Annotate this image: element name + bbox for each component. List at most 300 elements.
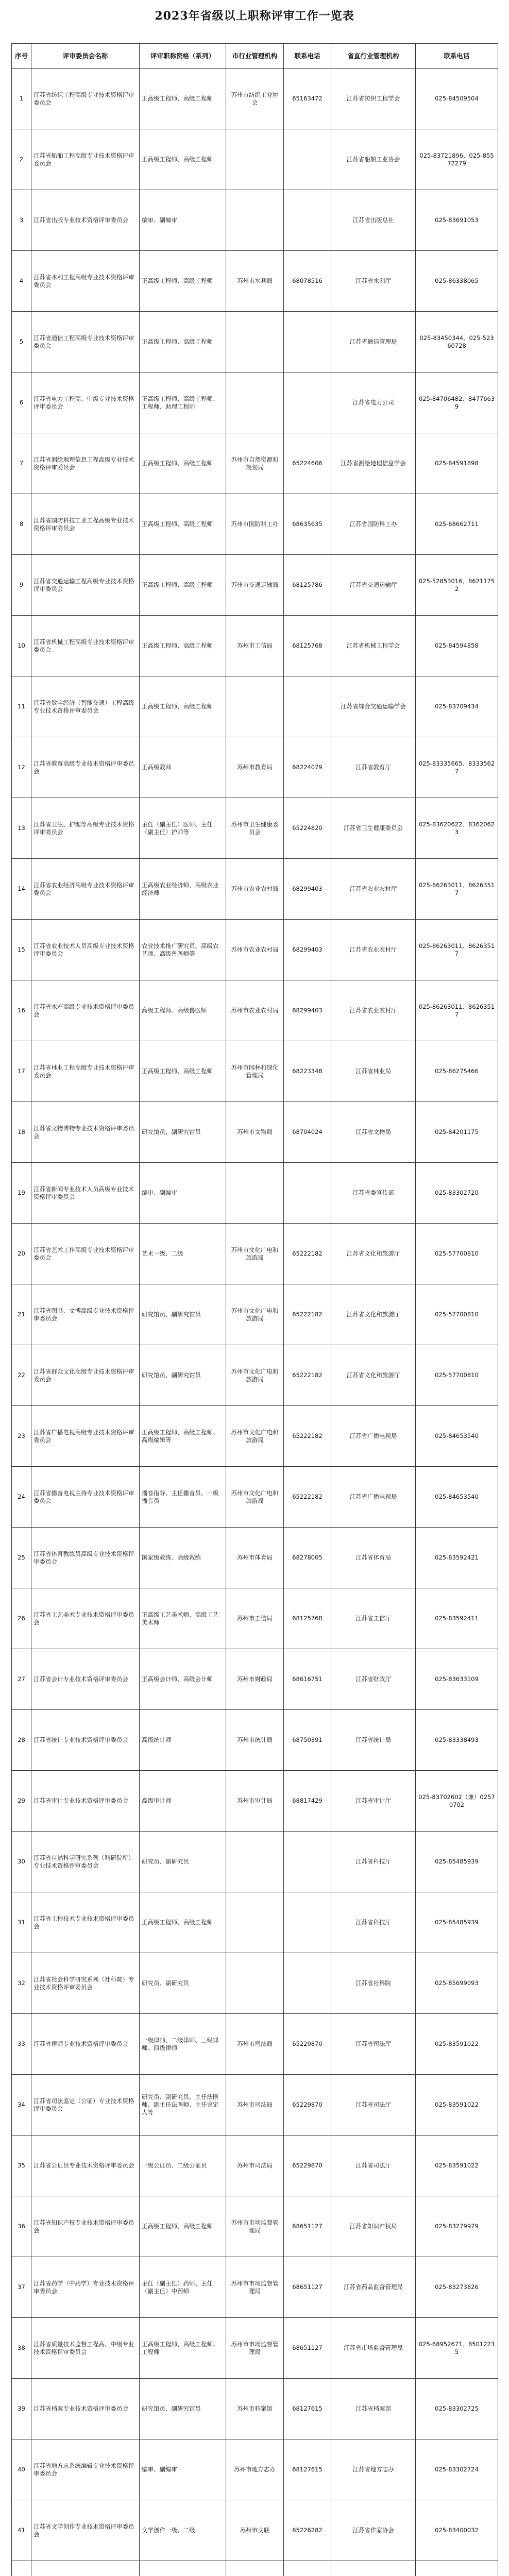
committee-name-cell: 江苏省律师专业技术资格评审委员会 [31, 2014, 140, 2075]
committee-name-cell: 江苏省司法鉴定（公证）专业技术资格评审委员会 [31, 2075, 140, 2136]
document-title: 2023年省级以上职称评审工作一览表 [155, 9, 354, 23]
qualification-series-cell: 正高级工程师、高级工程师 [140, 2196, 226, 2257]
province-phone-cell: 025-83721896、025-85572279 [416, 129, 498, 190]
city-agency-cell [226, 1953, 284, 2014]
header-cell: 联系电话 [284, 44, 331, 69]
committee-name-cell: 江苏省机械工程高级专业技术资格评审委员会 [31, 616, 140, 676]
province-agency-cell: 江苏省市场监督管理局 [331, 2318, 416, 2379]
province-phone-cell: 025-83691053 [416, 190, 498, 251]
committee-name-cell: 江苏省群众文化高级专业技术资格评审委员会 [31, 1345, 140, 1406]
province-agency-cell: 江苏省卫生健康委员会 [331, 798, 416, 859]
province-agency-cell: 江苏省综合交通运输学会 [331, 676, 416, 737]
header-cell: 市行业管理机构 [226, 44, 284, 69]
row-number-cell: 35 [12, 2136, 31, 2196]
qualification-series-cell: 主任（副主任）药师、主任（副主任）中药师 [140, 2257, 226, 2318]
table-row [12, 2500, 498, 2561]
table-row [12, 2136, 498, 2196]
header-row [12, 44, 498, 69]
row-number-cell: 25 [12, 1528, 31, 1588]
province-phone-cell: 025-57700810 [416, 1345, 498, 1406]
table-row [12, 1649, 498, 1710]
city-phone-cell: 68078516 [284, 251, 331, 312]
province-agency-cell [331, 2561, 416, 2576]
city-phone-cell: 65229870 [284, 2075, 331, 2136]
city-agency-cell: 苏州市自然资源和规划局 [226, 433, 284, 494]
committee-name-cell: 江苏省交通运输工程高级专业技术资格评审委员会 [31, 555, 140, 616]
row-number-cell: 34 [12, 2075, 31, 2136]
province-agency-cell: 江苏省文化和旅游厅 [331, 1284, 416, 1345]
qualification-series-cell: 正高级工程师、高级工程师 [140, 676, 226, 737]
committee-name-cell: 江苏省体育教练员高级专业技术资格评审委员会 [31, 1528, 140, 1588]
city-phone-cell: 65222182 [284, 1467, 331, 1528]
province-agency-cell: 江苏省文化和旅游厅 [331, 1224, 416, 1284]
qualification-series-cell: 正高级工程师、高级工程师 [140, 1041, 226, 1102]
committee-name-cell: 江苏省林业工程高级专业技术资格评审委员会 [31, 1041, 140, 1102]
qualification-series-cell: 研究员、副研究员 [140, 1832, 226, 1892]
province-agency-cell: 江苏省司法厅 [331, 2014, 416, 2075]
qualification-series-cell: 正高级工程师、高级工程师 [140, 494, 226, 555]
city-agency-cell: 苏州市统计局 [226, 1710, 284, 1771]
row-number-cell: 17 [12, 1041, 31, 1102]
table-row [12, 616, 498, 676]
qualification-series-cell: 一级公证员、二级公证员 [140, 2136, 226, 2196]
province-agency-cell: 江苏省出版总社 [331, 190, 416, 251]
province-agency-cell: 江苏省通信管理局 [331, 312, 416, 372]
city-phone-cell: 68299403 [284, 859, 331, 920]
table-row [12, 1832, 498, 1892]
qualification-series-cell: 编审、副编审 [140, 2439, 226, 2500]
qualification-series-cell: 研究员、副研究员、主任法医师、副主任法医师、主任鉴定人等 [140, 2075, 226, 2136]
province-agency-cell: 江苏省药品监督管理局 [331, 2257, 416, 2318]
city-phone-cell: 68750391 [284, 1710, 331, 1771]
table-row [12, 372, 498, 433]
city-agency-cell: 苏州市地方志办 [226, 2439, 284, 2500]
city-agency-cell [226, 1163, 284, 1224]
province-phone-cell: 025-86263011、86263517 [416, 859, 498, 920]
header-cell: 省直行业管理机构 [331, 44, 416, 69]
city-phone-cell [284, 372, 331, 433]
city-agency-cell: 苏州市财政局 [226, 1649, 284, 1710]
city-phone-cell: 68278005 [284, 1528, 331, 1588]
city-agency-cell: 苏州市文化广电和旅游局 [226, 1224, 284, 1284]
committee-name-cell: 江苏省质量技术监督工程高、中级专业技术资格评审委员会 [31, 2318, 140, 2379]
table-row [12, 1284, 498, 1345]
table-row [12, 1224, 498, 1284]
city-phone-cell: 68125768 [284, 1588, 331, 1649]
province-phone-cell: 025-84591898 [416, 433, 498, 494]
city-agency-cell: 苏州市农业农村局 [226, 920, 284, 980]
row-number-cell: 23 [12, 1406, 31, 1467]
city-agency-cell: 苏州市农业农村局 [226, 859, 284, 920]
row-number-cell: 26 [12, 1588, 31, 1649]
header-cell: 联系电话 [416, 44, 498, 69]
qualification-series-cell: 正高级工程师、高级工程师、工程师 [140, 2318, 226, 2379]
row-number-cell: 39 [12, 2379, 31, 2439]
table-row [12, 190, 498, 251]
table-row [12, 1041, 498, 1102]
city-phone-cell: 65163472 [284, 69, 331, 129]
table-row [12, 2014, 498, 2075]
table-row [12, 1406, 498, 1467]
committee-name-cell: 江苏省出版专业技术资格评审委员会 [31, 190, 140, 251]
committee-name-cell: 江苏省地方志系统编辑专业技术资格评审委员会 [31, 2439, 140, 2500]
province-phone-cell: 025-83279979 [416, 2196, 498, 2257]
province-agency-cell: 江苏省水利厅 [331, 251, 416, 312]
province-phone-cell: 025-84201175 [416, 1102, 498, 1163]
province-phone-cell: 025-83302725 [416, 2379, 498, 2439]
committee-name-cell: 江苏省统计专业技术资格评审委员会 [31, 1710, 140, 1771]
qualification-series-cell: 主任（副主任）医师、主任（副主任）护师等 [140, 798, 226, 859]
qualification-series-cell [140, 2561, 226, 2576]
province-phone-cell: 025-52853016、86211752 [416, 555, 498, 616]
table-row [12, 859, 498, 920]
city-phone-cell: 65222182 [284, 1406, 331, 1467]
table-row [12, 1345, 498, 1406]
committee-name-cell: 江苏省图书、文博高级专业技术资格评审委员会 [31, 1284, 140, 1345]
committee-name-cell: 江苏省自然科学研究系列（科研院所）专业技术资格评审委员会 [31, 1832, 140, 1892]
city-phone-cell: 68817429 [284, 1771, 331, 1832]
table-row [12, 1710, 498, 1771]
table-row [12, 69, 498, 129]
row-number-cell: 3 [12, 190, 31, 251]
qualification-series-cell: 播音指导、主任播音员、一级播音员 [140, 1467, 226, 1528]
committee-name-cell: 江苏省数字经济（智能交通）工程高级专业技术资格评审委员会 [31, 676, 140, 737]
city-phone-cell [284, 676, 331, 737]
city-phone-cell: 68616751 [284, 1649, 331, 1710]
province-agency-cell: 江苏省作家协会 [331, 2500, 416, 2561]
review-committee-table [11, 43, 498, 2576]
qualification-series-cell: 高级统计师 [140, 1710, 226, 1771]
row-number-cell: 40 [12, 2439, 31, 2500]
city-phone-cell: 65226282 [284, 2500, 331, 2561]
header-cell: 评审职称资格（系列） [140, 44, 226, 69]
row-number-cell: 19 [12, 1163, 31, 1224]
city-agency-cell: 苏州市工信局 [226, 1588, 284, 1649]
committee-name-cell: 江苏省播音电视主持专业技术资格评审委员会 [31, 1467, 140, 1528]
row-number-cell: 27 [12, 1649, 31, 1710]
table-row [12, 2257, 498, 2318]
committee-name-cell: 江苏省农业技术人员高级专业技术资格评审委员会 [31, 920, 140, 980]
table-row [12, 129, 498, 190]
committee-name-cell: 江苏省卫生、护理等高级专业技术资格评审委员会 [31, 798, 140, 859]
city-phone-cell: 68704024 [284, 1102, 331, 1163]
committee-name-cell: 江苏省药学（中药学）专业技术资格评审委员会 [31, 2257, 140, 2318]
province-agency-cell: 江苏省统计局 [331, 1710, 416, 1771]
province-phone-cell: 025-83400032 [416, 2500, 498, 2561]
province-agency-cell: 江苏省社科院 [331, 1953, 416, 2014]
table-row [12, 737, 498, 798]
qualification-series-cell: 国家级教练、高级教练 [140, 1528, 226, 1588]
qualification-series-cell: 文学创作一级、二级 [140, 2500, 226, 2561]
table-row [12, 2318, 498, 2379]
row-number-cell: 18 [12, 1102, 31, 1163]
committee-name-cell: 江苏省电力工程高、中级专业技术资格评审委员会 [31, 372, 140, 433]
city-agency-cell [226, 1832, 284, 1892]
city-phone-cell: 65222182 [284, 1224, 331, 1284]
province-agency-cell: 江苏省国防科工办 [331, 494, 416, 555]
city-agency-cell [226, 1892, 284, 1953]
table-body [12, 69, 498, 2576]
table-row [12, 433, 498, 494]
province-phone-cell: 025-84509504 [416, 69, 498, 129]
table-row [12, 555, 498, 616]
city-agency-cell: 苏州市市场监督管理局 [226, 2318, 284, 2379]
qualification-series-cell: 高级工程师、高级兽医师 [140, 980, 226, 1041]
city-phone-cell [284, 1892, 331, 1953]
city-phone-cell: 65222182 [284, 1345, 331, 1406]
city-agency-cell: 苏州市司法局 [226, 2014, 284, 2075]
committee-name-cell: 江苏省会计专业技术资格评审委员会 [31, 1649, 140, 1710]
committee-name-cell: 江苏省船舶工程高级专业技术资格评审委员会 [31, 129, 140, 190]
province-phone-cell: 025-86263011、86263517 [416, 920, 498, 980]
city-agency-cell: 苏州市市场监督管理局 [226, 2196, 284, 2257]
committee-name-cell: 江苏省公证员专业技术资格评审委员会 [31, 2136, 140, 2196]
city-agency-cell: 苏州市文化广电和旅游局 [226, 1406, 284, 1467]
row-number-cell: 12 [12, 737, 31, 798]
table-row [12, 251, 498, 312]
committee-name-cell: 江苏省农业经济高级专业技术资格评审委员会 [31, 859, 140, 920]
committee-name-cell [31, 2561, 140, 2576]
province-phone-cell: 025-68952671、85012235 [416, 2318, 498, 2379]
province-agency-cell: 江苏省农业农村厅 [331, 980, 416, 1041]
province-phone-cell: 025-83338493 [416, 1710, 498, 1771]
committee-name-cell: 江苏省国防科技工业工程高级专业技术资格评审委员会 [31, 494, 140, 555]
province-phone-cell: 025-83702602（兼）02570702 [416, 1771, 498, 1832]
table-row [12, 1102, 498, 1163]
city-agency-cell: 苏州市国防科工办 [226, 494, 284, 555]
province-agency-cell: 江苏省电力公司 [331, 372, 416, 433]
committee-name-cell: 江苏省水利工程高级专业技术资格评审委员会 [31, 251, 140, 312]
row-number-cell: 15 [12, 920, 31, 980]
city-phone-cell: 65224606 [284, 433, 331, 494]
qualification-series-cell: 正高级工程师、高级工程师 [140, 433, 226, 494]
row-number-cell: 2 [12, 129, 31, 190]
row-number-cell: 10 [12, 616, 31, 676]
province-agency-cell: 江苏省广播电视局 [331, 1467, 416, 1528]
province-agency-cell: 江苏省农业农村厅 [331, 859, 416, 920]
row-number-cell: 30 [12, 1832, 31, 1892]
row-number-cell: 41 [12, 2500, 31, 2561]
city-agency-cell [226, 676, 284, 737]
row-number-cell: 28 [12, 1710, 31, 1771]
province-phone-cell: 025-84653540 [416, 1467, 498, 1528]
city-phone-cell [284, 1953, 331, 2014]
province-agency-cell: 江苏省委宣传部 [331, 1163, 416, 1224]
row-number-cell: 8 [12, 494, 31, 555]
row-number-cell: 31 [12, 1892, 31, 1953]
province-phone-cell: 025-83620622、83620623 [416, 798, 498, 859]
province-phone-cell: 025-83591022 [416, 2075, 498, 2136]
committee-name-cell: 江苏省通信工程高级专业技术资格评审委员会 [31, 312, 140, 372]
committee-name-cell: 江苏省档案专业技术资格评审委员会 [31, 2379, 140, 2439]
city-agency-cell: 苏州市交通运输局 [226, 555, 284, 616]
province-phone-cell: 025-85699093 [416, 1953, 498, 2014]
table-row [12, 920, 498, 980]
qualification-series-cell: 正高级工程师、高级工程师 [140, 1892, 226, 1953]
table-row [12, 2075, 498, 2136]
header-cell: 评审委员会名称 [31, 44, 140, 69]
province-phone-cell: 025-84653540 [416, 1406, 498, 1467]
city-agency-cell: 苏州市工信局 [226, 616, 284, 676]
qualification-series-cell: 正高级工程师、高级工程师、高级编辑等 [140, 1406, 226, 1467]
qualification-series-cell: 艺术一级、二级 [140, 1224, 226, 1284]
table-row [12, 312, 498, 372]
city-agency-cell: 苏州市文化广电和旅游局 [226, 1467, 284, 1528]
province-phone-cell: 025-83273826 [416, 2257, 498, 2318]
table-row [12, 1771, 498, 1832]
city-agency-cell: 苏州市司法局 [226, 2136, 284, 2196]
city-agency-cell: 苏州市水利局 [226, 251, 284, 312]
qualification-series-cell: 一级律师、二级律师、三级律师、四级律师 [140, 2014, 226, 2075]
committee-name-cell: 江苏省文物博物专业技术资格评审委员会 [31, 1102, 140, 1163]
row-number-cell: 22 [12, 1345, 31, 1406]
city-agency-cell: 苏州市文化广电和旅游局 [226, 1345, 284, 1406]
qualification-series-cell: 正高级工艺美术师、高级工艺美术师 [140, 1588, 226, 1649]
province-phone-cell: 025-84594858 [416, 616, 498, 676]
province-phone-cell: 025-86338065 [416, 251, 498, 312]
committee-name-cell: 江苏省教育高级专业技术资格评审委员会 [31, 737, 140, 798]
province-phone-cell [416, 2561, 498, 2576]
city-agency-cell: 苏州市文联 [226, 2500, 284, 2561]
table-row [12, 2196, 498, 2257]
province-agency-cell: 江苏省司法厅 [331, 2075, 416, 2136]
province-phone-cell: 025-83633109 [416, 1649, 498, 1710]
city-agency-cell: 苏州市文物局 [226, 1102, 284, 1163]
qualification-series-cell: 正高级工程师、高级工程师 [140, 129, 226, 190]
city-agency-cell: 苏州市园林和绿化管理局 [226, 1041, 284, 1102]
city-phone-cell: 68224079 [284, 737, 331, 798]
city-agency-cell [226, 190, 284, 251]
committee-name-cell: 江苏省文学创作专业技术资格评审委员会 [31, 2500, 140, 2561]
table-row [12, 1528, 498, 1588]
city-agency-cell: 苏州市体育局 [226, 1528, 284, 1588]
qualification-series-cell: 正高级会计师、高级会计师 [140, 1649, 226, 1710]
province-phone-cell: 025-83592421 [416, 1528, 498, 1588]
province-agency-cell: 江苏省审计厅 [331, 1771, 416, 1832]
city-phone-cell: 65229870 [284, 2014, 331, 2075]
city-phone-cell: 65229870 [284, 2136, 331, 2196]
table-row [12, 2561, 498, 2576]
city-phone-cell: 68299403 [284, 980, 331, 1041]
row-number-cell: 36 [12, 2196, 31, 2257]
province-agency-cell: 江苏省广播电视局 [331, 1406, 416, 1467]
qualification-series-cell: 农业技术推广研究员、高级农艺师、高级兽医师等 [140, 920, 226, 980]
qualification-series-cell: 正高级农业经济师、高级农业经济师 [140, 859, 226, 920]
row-number-cell [12, 2561, 31, 2576]
city-phone-cell: 68127615 [284, 2379, 331, 2439]
row-number-cell: 21 [12, 1284, 31, 1345]
province-agency-cell: 江苏省文物局 [331, 1102, 416, 1163]
province-phone-cell: 025-83450344、025-52360728 [416, 312, 498, 372]
qualification-series-cell: 高级审计师 [140, 1771, 226, 1832]
row-number-cell: 32 [12, 1953, 31, 2014]
city-phone-cell: 68651127 [284, 2196, 331, 2257]
city-phone-cell: 68651127 [284, 2318, 331, 2379]
city-phone-cell [284, 129, 331, 190]
province-phone-cell: 025-83592411 [416, 1588, 498, 1649]
province-agency-cell: 江苏省交通运输厅 [331, 555, 416, 616]
city-agency-cell: 苏州市卫生健康委员会 [226, 798, 284, 859]
committee-name-cell: 江苏省审计专业技术资格评审委员会 [31, 1771, 140, 1832]
table-row [12, 1163, 498, 1224]
province-phone-cell: 025-83709434 [416, 676, 498, 737]
province-agency-cell: 江苏省纺织工程学会 [331, 69, 416, 129]
city-agency-cell: 苏州市文化广电和旅游局 [226, 1284, 284, 1345]
row-number-cell: 20 [12, 1224, 31, 1284]
qualification-series-cell: 正高级工程师、高级工程师 [140, 616, 226, 676]
qualification-series-cell: 研究员、副研究员 [140, 1953, 226, 2014]
row-number-cell: 6 [12, 372, 31, 433]
province-agency-cell: 江苏省科技厅 [331, 1892, 416, 1953]
province-agency-cell: 江苏省科技厅 [331, 1832, 416, 1892]
header-cell: 序号 [12, 44, 31, 69]
city-phone-cell: 68127615 [284, 2439, 331, 2500]
table-row [12, 494, 498, 555]
province-phone-cell: 025-68662711 [416, 494, 498, 555]
committee-name-cell: 江苏省社会科学研究系列（社科院）专业技术资格评审委员会 [31, 1953, 140, 2014]
city-agency-cell [226, 312, 284, 372]
table-row [12, 1892, 498, 1953]
row-number-cell: 14 [12, 859, 31, 920]
committee-name-cell: 江苏省纺织工程高级专业技术资格评审委员会 [31, 69, 140, 129]
province-agency-cell: 江苏省机械工程学会 [331, 616, 416, 676]
row-number-cell: 29 [12, 1771, 31, 1832]
qualification-series-cell: 研究馆员、副研究馆员 [140, 1284, 226, 1345]
province-phone-cell: 025-83302720 [416, 1163, 498, 1224]
province-agency-cell: 江苏省林业局 [331, 1041, 416, 1102]
city-phone-cell: 68299403 [284, 920, 331, 980]
table-row [12, 2379, 498, 2439]
row-number-cell: 11 [12, 676, 31, 737]
city-agency-cell: 苏州市市场监督管理局 [226, 2257, 284, 2318]
row-number-cell: 5 [12, 312, 31, 372]
city-phone-cell: 68223348 [284, 1041, 331, 1102]
province-phone-cell: 025-86263011、86263517 [416, 980, 498, 1041]
row-number-cell: 13 [12, 798, 31, 859]
province-phone-cell: 025-83591022 [416, 2014, 498, 2075]
committee-name-cell: 江苏省工艺美术专业技术资格评审委员会 [31, 1588, 140, 1649]
table-row [12, 1588, 498, 1649]
qualification-series-cell: 编审、副编审 [140, 190, 226, 251]
province-phone-cell: 025-57700810 [416, 1284, 498, 1345]
city-phone-cell: 65224820 [284, 798, 331, 859]
row-number-cell: 1 [12, 69, 31, 129]
committee-name-cell: 江苏省艺术工作高级专业技术资格评审委员会 [31, 1224, 140, 1284]
table-row [12, 1953, 498, 2014]
city-phone-cell: 65222182 [284, 1284, 331, 1345]
province-phone-cell: 025-83335665、83335627 [416, 737, 498, 798]
qualification-series-cell: 正高级教师 [140, 737, 226, 798]
committee-name-cell: 江苏省工程技术专业技术资格评审委员会 [31, 1892, 140, 1953]
row-number-cell: 7 [12, 433, 31, 494]
row-number-cell: 16 [12, 980, 31, 1041]
qualification-series-cell: 研究馆员、副研究馆员 [140, 1345, 226, 1406]
province-agency-cell: 江苏省司法厅 [331, 2136, 416, 2196]
committee-name-cell: 江苏省测绘地理信息工程高级专业技术资格评审委员会 [31, 433, 140, 494]
province-phone-cell: 025-86275466 [416, 1041, 498, 1102]
qualification-series-cell: 编审、副编审 [140, 1163, 226, 1224]
city-agency-cell: 苏州市农业农村局 [226, 980, 284, 1041]
province-agency-cell: 江苏省农业农村厅 [331, 920, 416, 980]
province-agency-cell: 江苏省体育局 [331, 1528, 416, 1588]
province-agency-cell: 江苏省工信厅 [331, 1588, 416, 1649]
committee-name-cell: 江苏省水产高级专业技术资格评审委员会 [31, 980, 140, 1041]
city-agency-cell [226, 2561, 284, 2576]
qualification-series-cell: 研究馆员、副研究馆员 [140, 2379, 226, 2439]
province-agency-cell: 江苏省档案馆 [331, 2379, 416, 2439]
province-phone-cell: 025-85485939 [416, 1832, 498, 1892]
row-number-cell: 37 [12, 2257, 31, 2318]
